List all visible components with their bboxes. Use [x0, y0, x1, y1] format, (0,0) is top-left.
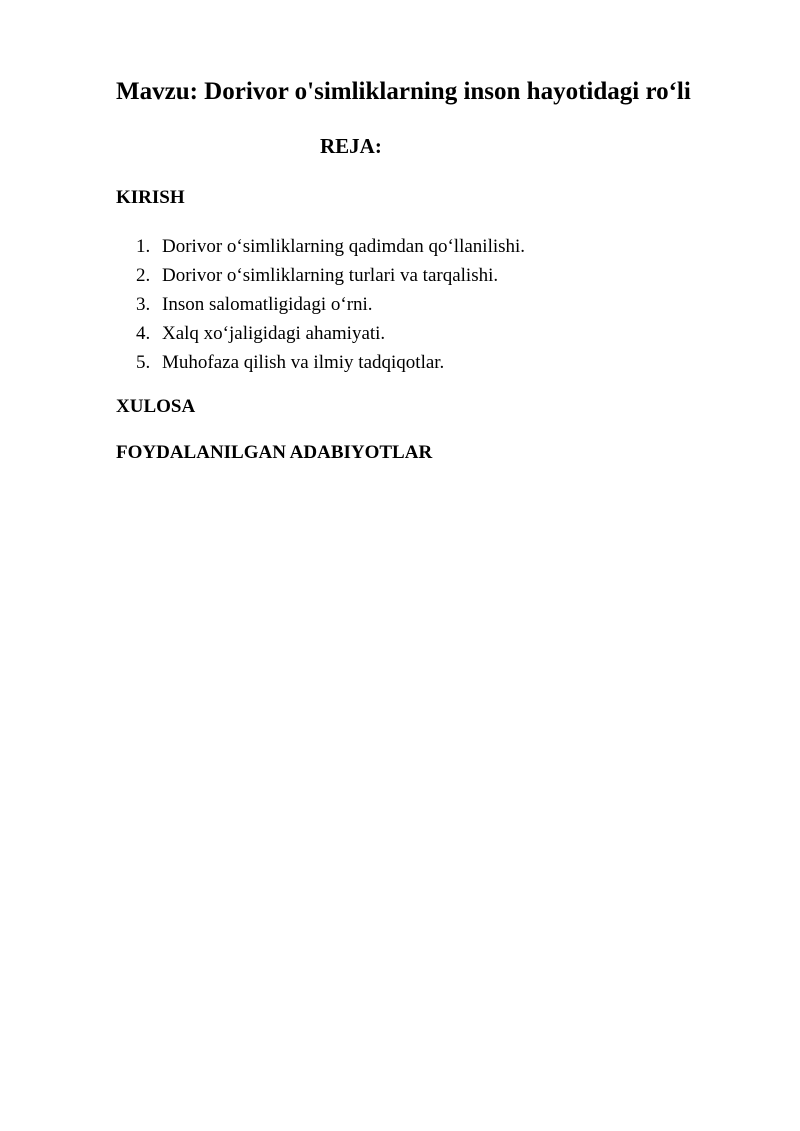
plan-item	[136, 232, 525, 261]
conclusion-heading: XULOSA	[116, 396, 196, 417]
plan-item	[136, 261, 525, 290]
plan-item-text: Xalq xo‘jaligidagi ahamiyati.	[162, 323, 386, 344]
plan-item-text: Dorivor o‘simliklarning turlari va tarqalishi.	[162, 265, 499, 286]
plan-item-number: 2.	[136, 265, 151, 286]
references-heading: FOYDALANILGAN ADABIYOTLAR	[116, 442, 433, 463]
plan-item-number: 3.	[136, 294, 151, 315]
plan-item-text: Inson salomatligidagi o‘rni.	[162, 294, 373, 315]
plan-item-number: 5.	[136, 352, 151, 373]
plan-item	[136, 319, 525, 348]
plan-heading: REJA:	[320, 134, 382, 158]
document-title: Mavzu: Dorivor o'simliklarning inson hayotidagi ro‘li	[116, 78, 691, 105]
plan-item	[136, 348, 525, 377]
intro-heading: KIRISH	[116, 187, 185, 208]
plan-item	[136, 290, 525, 319]
plan-item-number: 1.	[136, 236, 151, 257]
plan-list	[136, 232, 525, 377]
plan-item-text: Dorivor o‘simliklarning qadimdan qo‘llanilishi.	[162, 236, 526, 257]
plan-item-number: 4.	[136, 323, 151, 344]
plan-item-text: Muhofaza qilish va ilmiy tadqiqotlar.	[162, 352, 445, 373]
